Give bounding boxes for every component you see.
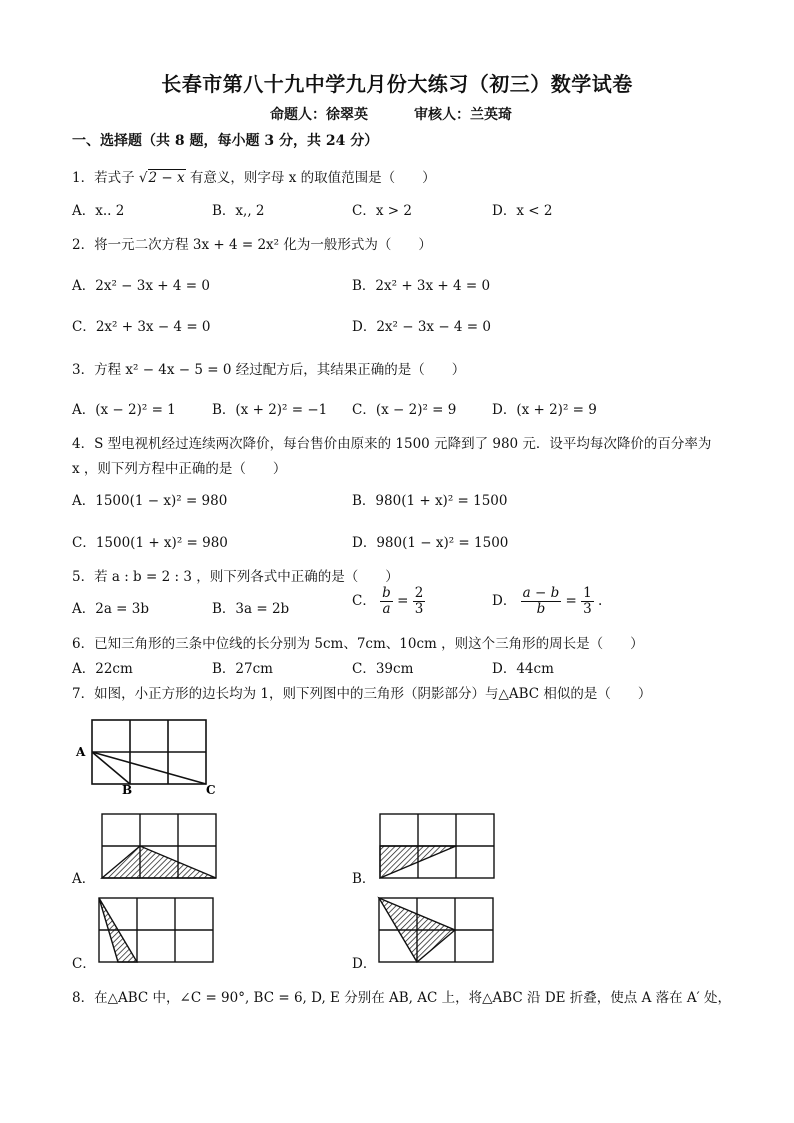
q7-option-d-figure[interactable] xyxy=(377,896,497,964)
vertex-c-label: C xyxy=(206,783,216,797)
q1-option-d[interactable]: D．x < 2 xyxy=(492,203,553,219)
vertex-a-label: A xyxy=(76,745,86,759)
q4-option-b[interactable]: B．980(1 + x)² = 1500 xyxy=(352,493,508,509)
q5-option-d[interactable]: D． $\frac{a - b}{b}$ = $\frac{1}{3}$ . xyxy=(492,585,603,617)
author-line: 命题人：徐翠英 xyxy=(270,107,368,123)
q1-option-c[interactable]: C．x > 2 xyxy=(352,203,412,219)
q2-option-d[interactable]: D．2x² − 3x − 4 = 0 xyxy=(352,319,492,335)
q7-option-a-figure[interactable] xyxy=(100,812,220,880)
q3-option-b[interactable]: B．(x + 2)² = −1 xyxy=(212,402,328,418)
q4-option-c[interactable]: C．1500(1 + x)² = 980 xyxy=(72,535,228,551)
q7-option-b-label[interactable]: B． xyxy=(352,871,376,887)
question-8: 8．在△ABC 中，∠C = 90°, BC = 6, D, E 分别在 AB, AC 上，将△ABC 沿 DE 折叠，使点 A 落在 A′ 处， xyxy=(72,990,732,1006)
q7-option-b-figure[interactable] xyxy=(378,812,498,880)
q5-option-c[interactable]: C． $\frac{b}{a}$ = $\frac{2}{3}$ xyxy=(352,585,424,617)
vertex-b-label: B xyxy=(122,783,133,797)
q3-option-a[interactable]: A．(x − 2)² = 1 xyxy=(72,402,176,418)
q5-c-fraction-1: $\frac{b}{a}$ xyxy=(382,585,391,617)
question-1-radicand: 2 − x xyxy=(148,170,185,186)
q6-option-a[interactable]: A．22cm xyxy=(72,661,133,677)
question-4-line-1: 4．S 型电视机经过连续两次降价，每台售价由原来的 1500 元降到了 980 元．设平均每次降价的百分率为 xyxy=(72,436,712,452)
question-1-tail: 有意义，则字母 x 的取值范围是（ ） xyxy=(189,170,436,186)
q5-c-fraction-2: $\frac{2}{3}$ xyxy=(414,585,424,617)
q7-option-c-figure[interactable] xyxy=(97,896,217,964)
q2-option-c[interactable]: C．2x² + 3x − 4 = 0 xyxy=(72,319,211,335)
page-title: 长春市第八十九中学九月份大练习（初三）数学试卷 xyxy=(161,72,633,96)
question-1 xyxy=(72,166,436,186)
q7-option-a-label[interactable]: A． xyxy=(72,871,96,887)
q5-d-fraction-2: $\frac{1}{3}$ xyxy=(583,585,592,617)
question-5: 5．若 a : b = 2 : 3 ，则下列各式中正确的是（ ） xyxy=(72,569,399,585)
question-6: 6．已知三角形的三条中位线的长分别为 5cm、7cm、10cm ，则这个三角形的周长是（ ） xyxy=(72,636,644,652)
q5-option-a[interactable]: A．2a = 3b xyxy=(72,601,150,617)
q6-option-c[interactable]: C．39cm xyxy=(352,661,414,677)
q7-option-c-label[interactable]: C． xyxy=(72,956,96,972)
q7-reference-figure xyxy=(72,712,222,797)
sqrt-sign: √ xyxy=(138,170,148,186)
q1-option-b[interactable]: B．x,, 2 xyxy=(212,203,265,219)
question-2: 2．将一元二次方程 3x + 4 = 2x² 化为一般形式为（ ） xyxy=(72,237,432,253)
section-heading: 一、选择题（共 8 题，每小题 3 分，共 24 分） xyxy=(72,133,379,149)
q4-option-a[interactable]: A．1500(1 − x)² = 980 xyxy=(72,493,228,509)
q4-option-d[interactable]: D．980(1 − x)² = 1500 xyxy=(352,535,509,551)
reviewer-line: 审核人：兰英琦 xyxy=(414,107,512,123)
question-7: 7．如图，小正方形的边长均为 1，则下列图中的三角形（阴影部分）与△ABC 相似的是（ ） xyxy=(72,686,652,702)
q6-option-d[interactable]: D．44cm xyxy=(492,661,554,677)
q5-option-b[interactable]: B．3a = 2b xyxy=(212,601,290,617)
q5-d-fraction-1: $\frac{a - b}{b}$ xyxy=(522,585,560,617)
q5-option-c-label: C． xyxy=(352,593,376,609)
q3-option-d[interactable]: D．(x + 2)² = 9 xyxy=(492,402,597,418)
question-3: 3．方程 x² − 4x − 5 = 0 经过配方后，其结果正确的是（ ） xyxy=(72,362,466,378)
q6-option-b[interactable]: B．27cm xyxy=(212,661,273,677)
q2-option-b[interactable]: B．2x² + 3x + 4 = 0 xyxy=(352,278,491,294)
question-1-lead: 1．若式子 xyxy=(72,170,135,186)
q3-option-c[interactable]: C．(x − 2)² = 9 xyxy=(352,402,457,418)
q7-option-d-label[interactable]: D． xyxy=(352,956,377,972)
q2-option-a[interactable]: A．2x² − 3x + 4 = 0 xyxy=(72,278,210,294)
q1-option-a[interactable]: A．x.. 2 xyxy=(72,203,125,219)
question-4-line-2: x ，则下列方程中正确的是（ ） xyxy=(72,461,287,477)
q5-option-d-label: D． xyxy=(492,593,517,609)
